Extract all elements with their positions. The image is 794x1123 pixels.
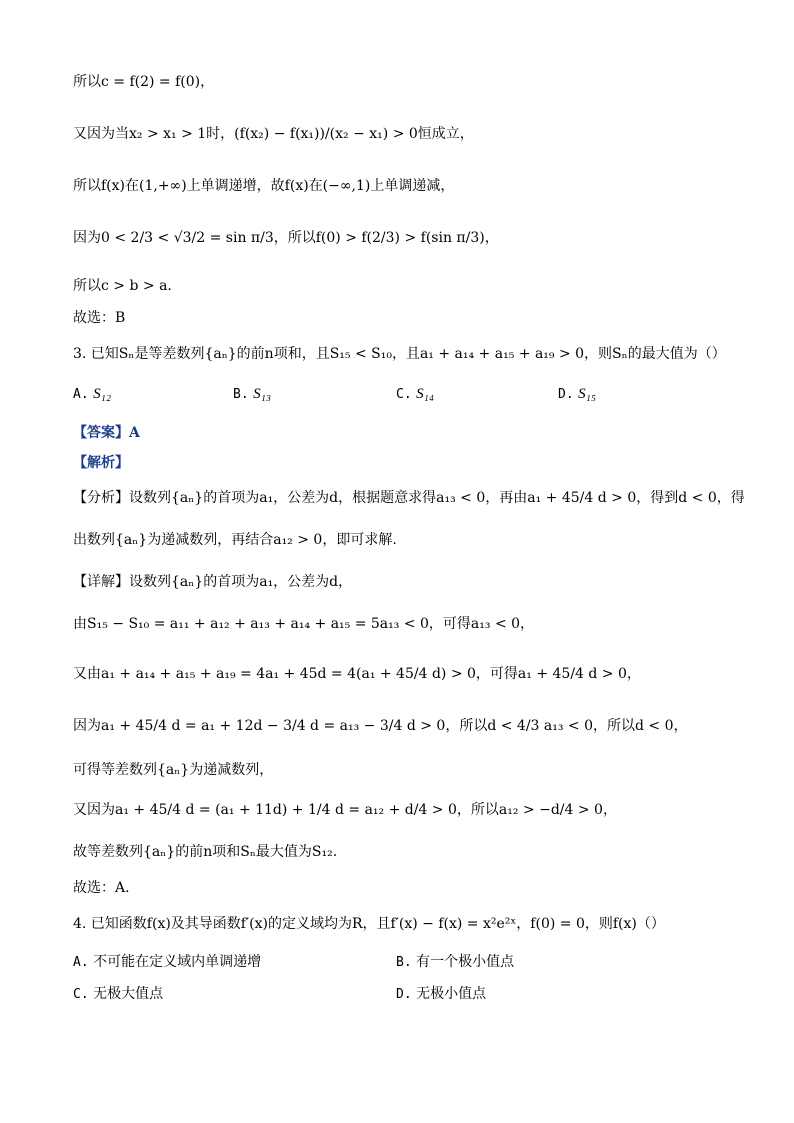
detail-line-4: 因为a₁ + 45/4 d = a₁ + 12d − 3/4 d = a₁₃ − 3/4 d > 0，所以d < 4/3 a₁₃ < 0，所以d < 0， (73, 718, 688, 734)
text-line-5: 所以c > b > a. (73, 278, 172, 294)
option-label: D. (396, 987, 412, 1002)
detail-line-5: 可得等差数列{aₙ}为递减数列， (73, 762, 274, 778)
option-value: 有一个极小值点 (416, 954, 515, 970)
text-line-3: 所以f(x)在(1,+∞)上单调递增，故f(x)在(−∞,1)上单调递减， (73, 178, 455, 194)
option-label: A. (73, 387, 89, 402)
option-value: S₁₂ (93, 386, 112, 402)
question-3-stem: 3. 已知Sₙ是等差数列{aₙ}的前n项和，且S₁₅ < S₁₀，且a₁ + a₁₄ + a₁₅ + a₁₉ > 0，则Sₙ的最大值为（） (73, 346, 726, 362)
text-line-2: 又因为当x₂ > x₁ > 1时，(f(x₂) − f(x₁))/(x₂ − x₁) > 0恒成立， (73, 126, 474, 142)
q4-option-c (73, 984, 163, 1005)
option-label: C. (73, 987, 89, 1002)
q4-option-d (396, 984, 486, 1005)
option-value: S₁₅ (578, 386, 597, 402)
option-label: B. (396, 955, 412, 970)
q3-option-a (73, 384, 111, 405)
q3-option-d (558, 384, 596, 405)
detail-line-2: 由S₁₅ − S₁₀ = a₁₁ + a₁₂ + a₁₃ + a₁₄ + a₁₅ = 5a₁₃ < 0，可得a₁₃ < 0， (73, 616, 535, 632)
text-line-1: 所以c = f(2) = f(0)， (73, 74, 215, 90)
detail-line-7: 故等差数列{aₙ}的前n项和Sₙ最大值为S₁₂. (73, 844, 338, 860)
answer-choice-line-2: 故选：A. (73, 880, 130, 896)
analysis-heading: 【解析】 (73, 455, 129, 471)
option-value: 无极小值点 (416, 986, 487, 1002)
text-line-4: 因为0 < 2/3 < √3/2 = sin π/3，所以f(0) > f(2/3) > f(sin π/3)， (73, 230, 499, 246)
q3-option-c (396, 384, 434, 405)
analysis-line-1: 【分析】设数列{aₙ}的首项为a₁，公差为d，根据题意求得a₁₃ < 0，再由a₁ + 45/4 d > 0，得到d < 0，得 (73, 490, 745, 506)
option-label: B. (233, 387, 249, 402)
option-value: S₁₄ (416, 386, 435, 402)
detail-line-1: 【详解】设数列{aₙ}的首项为a₁，公差为d， (73, 574, 353, 590)
detail-line-6: 又因为a₁ + 45/4 d = (a₁ + 11d) + 1/4 d = a₁₂ + d/4 > 0，所以a₁₂ > −d/4 > 0， (73, 802, 617, 818)
option-label: A. (73, 955, 89, 970)
option-value: 不可能在定义域内单调递增 (93, 954, 262, 970)
q3-option-b (233, 384, 271, 405)
analysis-line-2: 出数列{aₙ}为递减数列，再结合a₁₂ > 0，即可求解. (73, 532, 397, 548)
option-value: S₁₃ (253, 386, 272, 402)
option-value: 无极大值点 (93, 986, 164, 1002)
q4-option-a (73, 952, 261, 973)
detail-line-3: 又由a₁ + a₁₄ + a₁₅ + a₁₉ = 4a₁ + 45d = 4(a₁ + 45/4 d) > 0，可得a₁ + 45/4 d > 0， (73, 666, 641, 682)
option-label: D. (558, 387, 574, 402)
answer-heading: 【答案】A (73, 425, 140, 441)
q4-option-b (396, 952, 514, 973)
option-label: C. (396, 387, 412, 402)
answer-choice-line: 故选：B (73, 310, 126, 326)
question-4-stem: 4. 已知函数f(x)及其导函数f′(x)的定义域均为R，且f′(x) − f(x) = x²e²ˣ，f(0) = 0，则f(x)（） (73, 916, 665, 932)
